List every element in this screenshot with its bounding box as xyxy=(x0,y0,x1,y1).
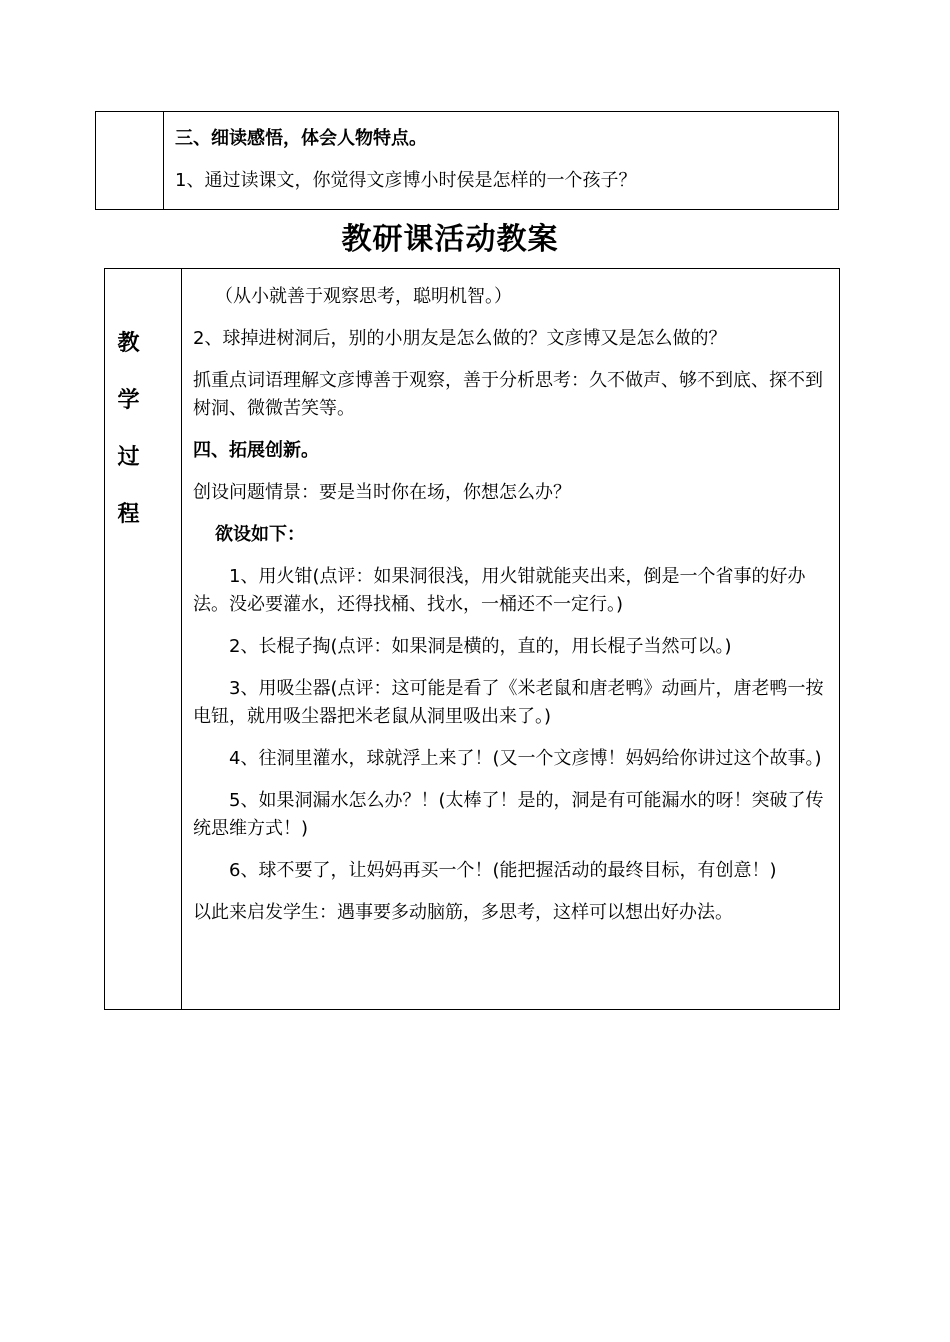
answer-1: （从小就善于观察思考，聪明机智。） xyxy=(215,286,512,307)
page-title: 教研课活动教案 xyxy=(341,222,559,257)
question-2: 2、球掉进树洞后，别的小朋友是怎么做的？文彦博又是怎么做的？ xyxy=(193,328,727,349)
question-1: 1、通过读课文，你觉得文彦博小时侯是怎样的一个孩子？ xyxy=(175,170,637,191)
top-table-label-cell xyxy=(96,112,164,209)
list-item: 4、往洞里灌水，球就浮上来了！(又一个文彦博！妈妈给你讲过这个故事。) xyxy=(229,748,822,769)
list-item: 3、用吸尘器(点评：这可能是看了《米老鼠和唐老鸭》动画片，唐老鸭一按电钮，就用吸尘器把米老鼠从洞里吸出来了。) xyxy=(193,678,824,727)
main-table xyxy=(104,268,840,1010)
scenario-paragraph: 创设问题情景：要是当时你在场，你想怎么办？ xyxy=(193,482,571,503)
top-table-content-cell xyxy=(164,112,838,209)
label-char: 学 xyxy=(117,388,140,413)
top-table xyxy=(95,111,839,210)
teaching-process-label-cell xyxy=(105,269,182,1009)
label-char: 过 xyxy=(117,445,140,470)
key-words-paragraph: 抓重点词语理解文彦博善于观察，善于分析思考：久不做声、够不到底、探不到树洞、微微苦笑等。 xyxy=(193,370,823,419)
expected-label: 欲设如下： xyxy=(215,524,305,545)
section-3-heading: 三、细读感悟，体会人物特点。 xyxy=(175,128,427,149)
label-char: 程 xyxy=(117,502,140,527)
list-item: 1、用火钳(点评：如果洞很浅，用火钳就能夹出来，倒是一个省事的好办法。没必要灌水，还得找桶、找水，一桶还不一定行。) xyxy=(193,566,806,615)
conclusion-paragraph: 以此来启发学生：遇事要多动脑筋，多思考，这样可以想出好办法。 xyxy=(193,902,733,923)
list-item: 2、长棍子掏(点评：如果洞是横的，直的，用长棍子当然可以。) xyxy=(229,636,732,657)
list-item: 6、球不要了，让妈妈再买一个！(能把握活动的最终目标，有创意！) xyxy=(229,860,777,881)
section-4-heading: 四、拓展创新。 xyxy=(193,440,319,461)
teaching-process-content-cell xyxy=(182,269,839,1009)
label-char: 教 xyxy=(117,331,140,356)
list-item: 5、如果洞漏水怎么办？！(太棒了！是的，洞是有可能漏水的呀！突破了传统思维方式！) xyxy=(193,790,824,839)
